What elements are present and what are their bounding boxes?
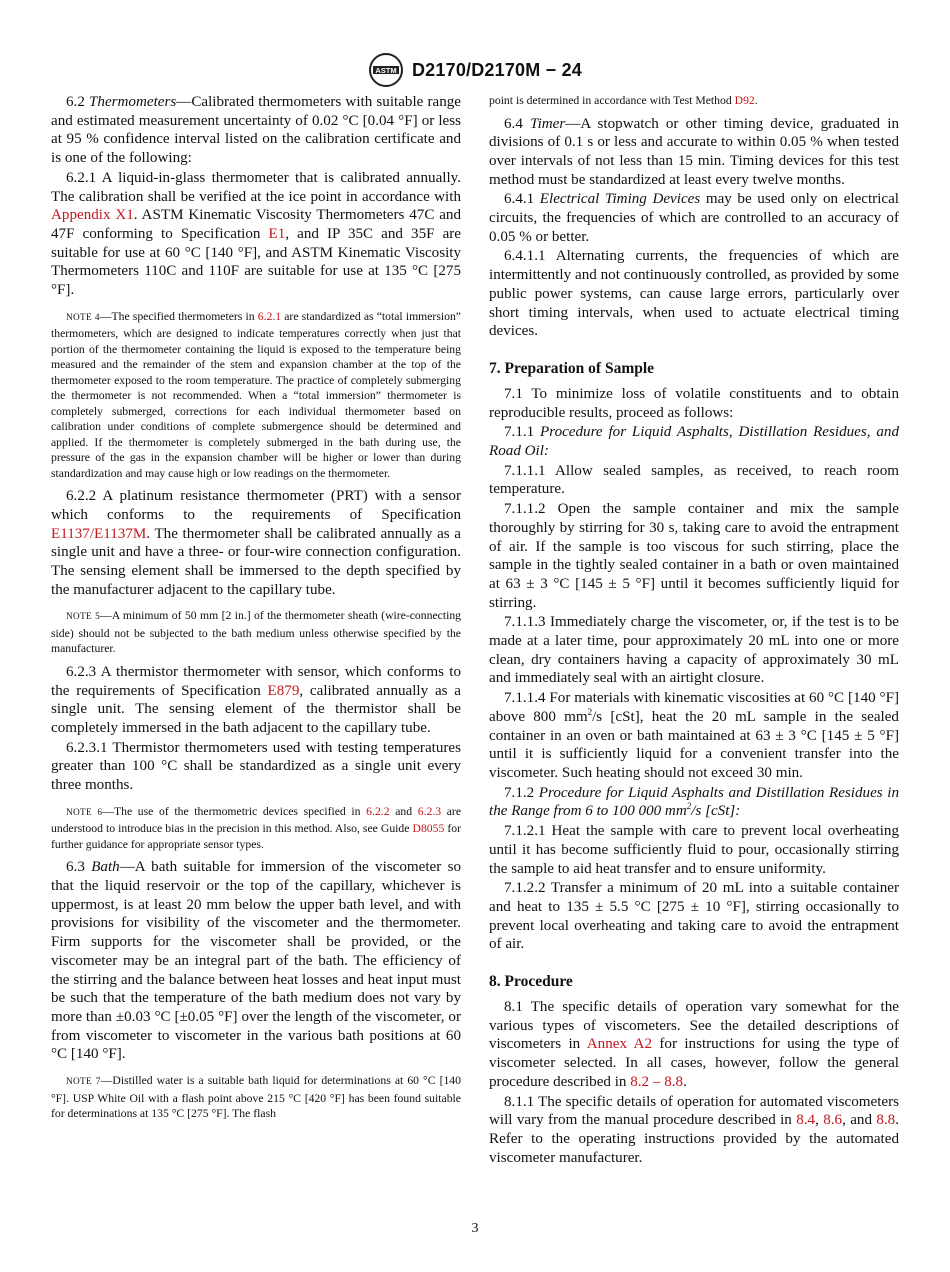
section-8-1-1: 8.1.1 The specific details of operation for automated viscometers will vary from the manual procedure described in 8.4, 8.6, and 8.8. Refer to the operating instructions provided by the automated viscometer manufacturer. bbox=[489, 1093, 899, 1166]
section-7-1-1-4: 7.1.1.4 For materials with kinematic viscosities at 60 °C [140 °F] above 800 $mm^2/s$ [cSt], heat the 20 mL sample in the sealed container in an oven or bath maintained at 63 ± 3 °C [145 ± 5 °F] until it is sufficiently liquid for a convenient transfer into the viscometer. Such heating should not exceed 30 min. bbox=[489, 690, 899, 781]
link-8-8[interactable]: 8.8 bbox=[876, 1112, 896, 1129]
section-7-1-1: 7.1.1 Procedure for Liquid Asphalts, Distillation Residues, and Road Oil: bbox=[489, 424, 899, 460]
link-e1137[interactable]: E1137/E1137M bbox=[51, 525, 147, 542]
section-6-4-1: 6.4.1 Electrical Timing Devices may be used only on electrical circuits, the frequencies of which are controlled to an accuracy of 0.05 % or better. bbox=[489, 191, 899, 245]
section-8-1: 8.1 The specific details of operation vary somewhat for the various types of viscometers. See the detailed descriptions of viscometers in Annex A2 for instructions for using the type of viscometer selected. In all cases, however, follow the general procedure described in 8.2 – 8.8. bbox=[489, 999, 899, 1090]
link-6-2-1[interactable]: 6.2.1 bbox=[257, 309, 282, 323]
link-8-2-8-8[interactable]: 8.2 – 8.8 bbox=[630, 1073, 684, 1090]
link-8-4[interactable]: 8.4 bbox=[796, 1112, 816, 1129]
section-7-1-1-1: 7.1.1.1 Allow sealed samples, as received, to reach room temperature. bbox=[489, 462, 899, 498]
section-6-2-2: 6.2.2 A platinum resistance thermometer (PRT) with a sensor which conforms to the requirements of Specification E1137/E1137M. The thermometer shall be calibrated annually as a single unit and have a three- or four-wire connection configuration. The sensing element shall be immersed to the depth specified by the manufacturer adjacent to the capillary tube. bbox=[51, 488, 461, 598]
section-7-1-2-2: 7.1.2.2 Transfer a minimum of 20 mL into a suitable container and heat to 135 ± 5.5 °C [275 ± 10 °F], stirring occasionally to prevent local overheating and taking care to avoid the entrapment of air. bbox=[489, 880, 899, 953]
page-number: 3 bbox=[471, 1221, 479, 1236]
note-7: NOTE 7—Distilled water is a suitable bath liquid for determinations at 60 °C [140 °F]. USP White Oil with a flash point above 215 °C [420 °F] has been found suitable for determinations at 135 °C [275 °F]. The flash bbox=[51, 1074, 461, 1121]
section-6-4-1-1: 6.4.1.1 Alternating currents, the frequencies of which are intermittently and not continuously controlled, as provided by some public power systems, can cause large errors, particularly over short timing intervals, when used to actuate electrical timing devices. bbox=[489, 248, 899, 340]
link-e1[interactable]: E1 bbox=[268, 225, 286, 242]
heading-section-7: 7. Preparation of Sample bbox=[489, 359, 655, 377]
section-6-2-3-1: 6.2.3.1 Thermistor thermometers used with testing temperatures greater than 100 °C shall be standardized as a single unit every three months. bbox=[51, 739, 461, 794]
link-6-2-2[interactable]: 6.2.2 bbox=[366, 804, 390, 818]
section-7-1-1-3: 7.1.1.3 Immediately charge the viscometer, or, if the test is to be made at a later time, pour approximately 20 mL into one or more clean, dry containers having a capacity of approximately 30 mL and immediately seal with an airtight closure. bbox=[489, 614, 899, 687]
note-7-continued: point is determined in accordance with Test Method D92. bbox=[489, 94, 758, 107]
left-column bbox=[51, 93, 461, 1128]
heading-section-8: 8. Procedure bbox=[489, 973, 573, 991]
page-header bbox=[0, 52, 950, 88]
section-6-3: 6.3 Bath—A bath suitable for immersion of the viscometer so that the liquid reservoir or the top of the capillary, whichever is uppermost, is at least 20 mm below the upper bath level, and with provisions for visibility of the viscometer and the thermometer. Firm supports for the viscometer shall be provided, or the viscometer may be an integral part of the bath. The efficiency of the stirring and the balance between heat losses and heat input must be such that the temperature of the bath medium does not vary by more than ±0.03 °C [±0.05 °F] over the length of the viscometer, or from viscometer to viscometer in the various bath positions at 60 °C [140 °F]. bbox=[51, 859, 461, 1063]
section-6-4: 6.4 Timer—A stopwatch or other timing device, graduated in divisions of 0.1 s or less and accurate to within 0.05 % when tested over intervals of not less than 15 min. Timing devices for this test method must be standardized at least every twelve months. bbox=[489, 115, 899, 188]
link-d8055[interactable]: D8055 bbox=[412, 822, 445, 836]
note-4: NOTE 4—The specified thermometers in 6.2.1 are standardized as “total immersion” thermometers, which are designed to indicate temperatures correctly when just that portion of the thermometer containing the liquid is exposed to the temperature being measured and the remainder of the stem and expansion chamber at the top of the thermometer exposed to the room temperature. The practice of completely submerging the thermometer is not recommended. When a “total immersion” thermometer is completely submerged, corrections for each individual thermometer based on calibration under conditions of complete submergence should be determined and applied. If the thermometer is completely submerged in the bath during use, the pressure of the gas in the expansion chamber will be higher or lower than during standardization and may cause high or low readings on the thermometer. bbox=[51, 309, 461, 480]
astm-logo-icon bbox=[368, 52, 404, 88]
logo-text: ASTM bbox=[375, 66, 397, 75]
link-8-6[interactable]: 8.6 bbox=[823, 1112, 843, 1129]
link-annex-a2[interactable]: Annex A2 bbox=[586, 1036, 652, 1053]
section-6-2-1: 6.2.1 A liquid-in-glass thermometer that is calibrated annually. The calibration shall be verified at the ice point in accordance with Appendix X1. ASTM Kinematic Viscosity Thermometers 47C and 47F conforming to Specification E1, and IP 35C and 35F are suitable for use at 60 °C [140 °F], and ASTM Kinematic Viscosity Thermometers 110C and 110F are suitable for use at 135 °C [275 °F]. bbox=[51, 169, 461, 299]
link-6-2-3[interactable]: 6.2.3 bbox=[417, 804, 442, 818]
document-designation: D2170/D2170M − 24 bbox=[411, 59, 582, 80]
section-7-1-2-1: 7.1.2.1 Heat the sample with care to prevent local overheating until it has become sufficiently fluid to pour, occasionally stirring the sample to aid heat transfer and to ensure uniformity. bbox=[489, 823, 899, 877]
link-d92[interactable]: D92 bbox=[734, 94, 755, 107]
section-6-2-3: 6.2.3 A thermistor thermometer with sensor, which conforms to the requirements of Specification E879, calibrated annually as a single unit. The sensing element of the thermistor shall be completely immersed in the bath adjacent to the capillary tube. bbox=[51, 663, 461, 737]
section-7-1-1-2: 7.1.1.2 Open the sample container and mix the sample thoroughly by stirring for 30 s, taking care to avoid the entrapment of air. If the sample is too viscous for such stirring, place the sample in the tightly sealed container in a bath or oven maintained at 63 ± 3 °C [145 ± 5 °F] until it becomes sufficiently liquid for stirring. bbox=[489, 501, 899, 611]
section-7-1: 7.1 To minimize loss of volatile constituents and to obtain reproducible results, proceed as follows: bbox=[489, 385, 899, 421]
right-column bbox=[489, 93, 899, 1168]
link-e879[interactable]: E879 bbox=[267, 682, 300, 699]
section-6-2: 6.2 Thermometers—Calibrated thermometers with suitable range and estimated measurement uncertainty of 0.02 °C [0.04 °F] or less at 95 % confidence interval listed on the calibration certificate and is one of the following: bbox=[51, 94, 461, 167]
note-5: NOTE 5—A minimum of 50 mm [2 in.] of the thermometer sheath (wire-connecting side) should not be subjected to the bath medium unless otherwise specified by the manufacturer. bbox=[51, 609, 462, 656]
note-6: NOTE 6—The use of the thermometric devices specified in 6.2.2 and 6.2.3 are understood to introduce bias in the precision in this method. Also, see Guide D8055 for further guidance for appropriate sensor types. bbox=[51, 804, 462, 851]
link-appendix-x1[interactable]: Appendix X1 bbox=[51, 207, 134, 224]
section-7-1-2: 7.1.2 Procedure for Liquid Asphalts and Distillation Residues in the Range from 6 to 100 000 $mm^2/s$ [cSt]: bbox=[489, 784, 899, 820]
